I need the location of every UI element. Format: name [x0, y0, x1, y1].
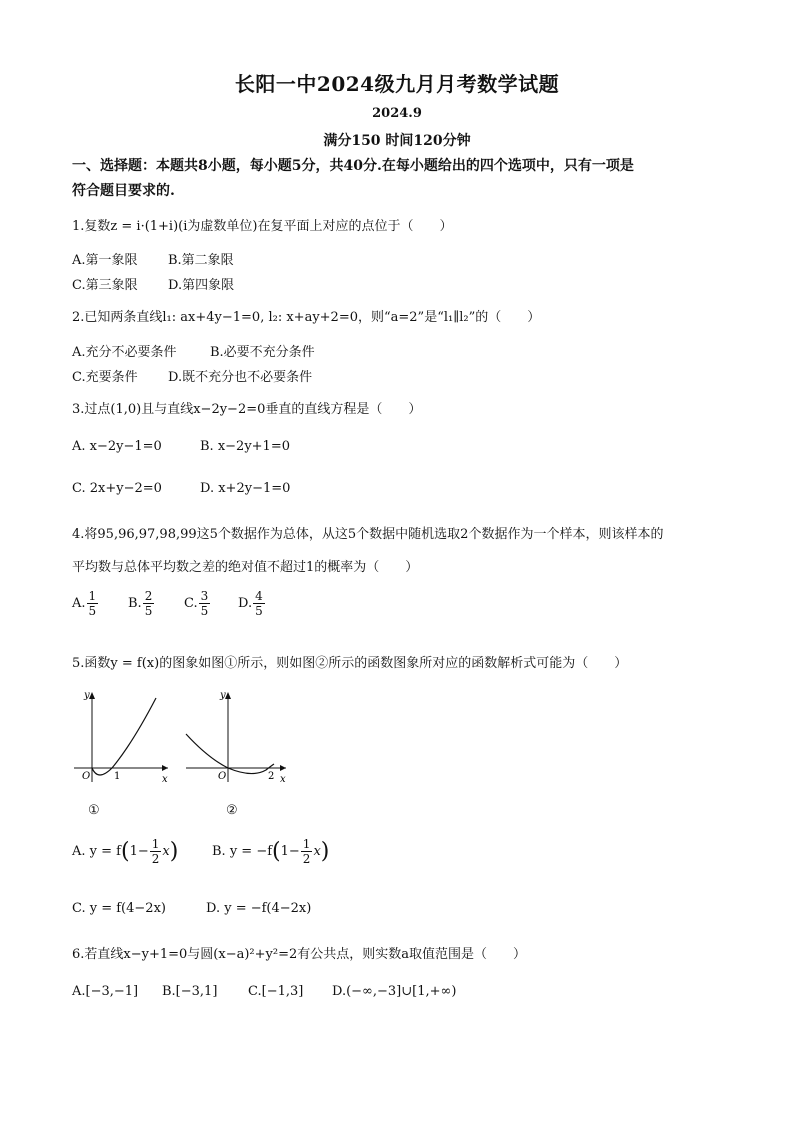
question-1-stem: 1.复数z = i·(1+i)(i为虚数单位)在复平面上对应的点位于（ ）: [72, 219, 453, 234]
page-title: 长阳一中2024级九月月考数学试题: [234, 72, 560, 96]
score-time: 满分150 时间120分钟: [323, 133, 471, 149]
q5-a-fraction: [150, 837, 162, 866]
q2-option-c: C.充要条件: [72, 370, 138, 385]
q4-a-numerator: 1: [88, 589, 97, 603]
q5-option-b: B. y = −f(1− $\frac{1}{2}$ x): [212, 837, 330, 866]
question-2-stem: 2.已知两条直线l₁: ax+4y−1=0, l₂: x+ay+2=0，则“a=2”是“l₁∥l₂”的（ ）: [72, 310, 541, 325]
q4-option-a-fraction: [87, 589, 99, 618]
q4-option-d-fraction: [253, 589, 265, 618]
q4-option-b: [128, 589, 155, 618]
q4-b-denominator: 5: [144, 604, 153, 618]
q6-option-c: C.[−1,3]: [248, 984, 304, 999]
figure-2-graph: [182, 686, 292, 786]
fig1-curve: [92, 698, 156, 775]
q5-option-c: C. y = f(4−2x): [72, 901, 166, 916]
q4-option-c-label: C.: [184, 596, 198, 611]
q4-option-c: [184, 589, 211, 618]
q5-a-frac-den: 2: [151, 852, 160, 866]
q4-option-d: [238, 589, 266, 618]
q5-a-prefix: A. y = f: [72, 844, 121, 859]
q1-option-b: B.第二象限: [168, 253, 234, 268]
q4-c-numerator: 3: [200, 589, 209, 603]
q4-option-b-label: B.: [128, 596, 142, 611]
fig1-x-arrow-icon: [162, 765, 168, 771]
q5-b-frac-den: 2: [302, 852, 311, 866]
q4-b-numerator: 2: [144, 589, 153, 603]
question-6-stem: 6.若直线x−y+1=0与圆(x−a)²+y²=2有公共点，则实数a取值范围是（ ）: [72, 947, 526, 962]
figure-2-label: ②: [226, 803, 238, 818]
figure-1-label: ①: [88, 803, 100, 818]
q4-a-denominator: 5: [88, 604, 97, 618]
q6-option-a: A.[−3,−1]: [72, 984, 139, 999]
q1-option-a: A.第一象限: [72, 253, 138, 268]
fig1-y-arrow-icon: [89, 692, 95, 699]
fig1-tick-label: 1: [114, 771, 121, 782]
q4-option-a: [72, 589, 99, 618]
q4-option-d-label: D.: [238, 596, 253, 611]
q5-a-inner-right: x: [162, 844, 170, 859]
q5-option-d: D. y = −f(4−2x): [206, 901, 312, 916]
q3-option-c: C. 2x+y−2=0: [72, 481, 162, 496]
question-4-line2: 平均数与总体平均数之差的绝对值不超过1的概率为（ ）: [72, 560, 419, 575]
exam-date: 2024.9: [372, 106, 422, 121]
question-5-stem: 5.函数y = f(x)的图象如图①所示，则如图②所示的函数图象所对应的函数解析式可能为（ ）: [72, 656, 628, 671]
section-heading-line2: 符合题目要求的.: [72, 183, 175, 199]
q5-a-frac-num: 1: [151, 837, 160, 851]
fig2-tick-label: 2: [268, 771, 275, 782]
q3-option-b: B. x−2y+1=0: [200, 439, 290, 454]
fig1-origin-label: O: [82, 771, 91, 782]
q2-option-d: D.既不充分也不必要条件: [168, 370, 313, 385]
figure-1-graph: [70, 686, 180, 786]
q5-option-a: A. y = f(1− $\frac{1}{2}$ x): [72, 837, 179, 866]
fig1-x-label: x: [162, 774, 168, 785]
q5-b-fraction: [301, 837, 313, 866]
fig1-y-label: y: [84, 690, 90, 701]
fig2-x-arrow-icon: [280, 765, 286, 771]
fig2-x-label: x: [280, 774, 286, 785]
q5-b-frac-num: 1: [302, 837, 311, 851]
q1-option-c: C.第三象限: [72, 278, 138, 293]
q1-option-d: D.第四象限: [168, 278, 235, 293]
q6-option-b: B.[−3,1]: [162, 984, 218, 999]
section-heading-line1: 一、选择题：本题共8小题，每小题5分，共40分.在每小题给出的四个选项中，只有一项是: [72, 158, 634, 174]
q3-option-a: A. x−2y−1=0: [72, 439, 162, 454]
q5-a-inner-left: 1−: [129, 844, 149, 859]
fig2-y-label: y: [220, 690, 226, 701]
q4-c-denominator: 5: [200, 604, 209, 618]
fig2-y-arrow-icon: [225, 692, 231, 699]
fig2-origin-label: O: [218, 771, 227, 782]
q4-option-c-fraction: [199, 589, 211, 618]
q4-d-denominator: 5: [255, 604, 263, 618]
q2-option-a: A.充分不必要条件: [72, 345, 177, 360]
q2-option-b: B.必要不充分条件: [210, 345, 315, 360]
q5-b-inner-left: 1−: [280, 844, 300, 859]
q4-d-numerator: 4: [255, 589, 263, 603]
q4-option-b-fraction: [143, 589, 155, 618]
q4-option-a-label: A.: [72, 596, 86, 611]
q3-option-d: D. x+2y−1=0: [200, 481, 291, 496]
question-4-line1: 4.将95,96,97,98,99这5个数据作为总体，从这5个数据中随机选取2个数据作为一个样本，则该样本的: [72, 527, 664, 542]
q5-b-prefix: B. y = −f: [212, 844, 273, 859]
q6-option-d: D.(−∞,−3]∪[1,+∞): [332, 984, 457, 999]
q5-b-inner-right: x: [313, 844, 321, 859]
question-3-stem: 3.过点(1,0)且与直线x−2y−2=0垂直的直线方程是（ ）: [72, 402, 422, 417]
